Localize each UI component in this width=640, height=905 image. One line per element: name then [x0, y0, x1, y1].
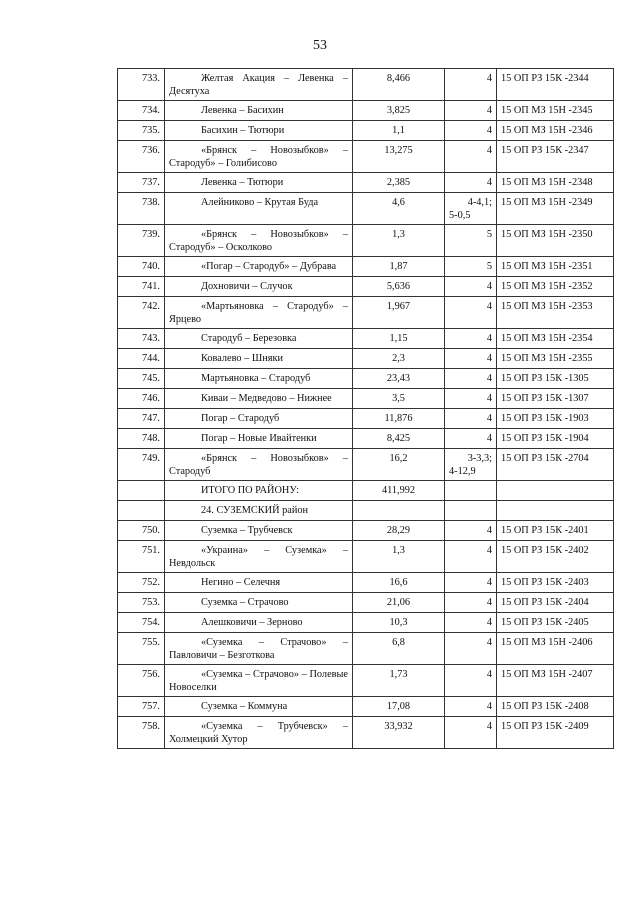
table-row: [118, 349, 614, 369]
road-length: 10,3: [353, 613, 445, 633]
road-code: 15 ОП РЗ 15К -2704: [497, 449, 614, 481]
road-code: 15 ОП МЗ 15Н -2350: [497, 225, 614, 257]
district-total-row: [118, 481, 614, 501]
road-category-line-1: 4: [486, 701, 492, 712]
road-code: 15 ОП РЗ 15К -2403: [497, 573, 614, 593]
road-code: 15 ОП МЗ 15Н -2352: [497, 277, 614, 297]
road-category-line-1: 3-3,3;: [467, 453, 492, 464]
table-row: [118, 257, 614, 277]
row-number: 734.: [118, 101, 165, 121]
row-number: 748.: [118, 429, 165, 449]
road-code: 15 ОП РЗ 15К -2347: [497, 141, 614, 173]
road-length: 16,6: [353, 573, 445, 593]
row-number: 743.: [118, 329, 165, 349]
road-category-line-1: 4: [486, 105, 492, 116]
table-row: [118, 633, 614, 665]
road-name: [165, 349, 353, 369]
road-name: [165, 141, 353, 173]
road-length: 2,385: [353, 173, 445, 193]
road-code: 15 ОП МЗ 15Н -2345: [497, 101, 614, 121]
road-code: 15 ОП РЗ 15К -2405: [497, 613, 614, 633]
road-category-line-1: 4: [486, 393, 492, 404]
table-row: [118, 329, 614, 349]
road-name: [165, 633, 353, 665]
district-heading: 24. СУЗЕМСКИЙ район: [165, 501, 353, 521]
row-number: 737.: [118, 173, 165, 193]
road-length: 8,466: [353, 69, 445, 101]
road-length: 1,1: [353, 121, 445, 141]
road-category: [445, 193, 497, 225]
row-number: 753.: [118, 593, 165, 613]
road-name: [165, 429, 353, 449]
road-name-line-2: Стародуб: [169, 466, 211, 477]
road-name-line-1: «Суземка – Страчово» –: [201, 637, 348, 648]
road-category-line-1: 4: [486, 721, 492, 732]
road-name-line-1: «Брянск – Новозыбков» –: [201, 145, 348, 156]
road-name-line-2: Ярцево: [169, 314, 202, 325]
road-category-line-1: 4: [486, 373, 492, 384]
road-category: [445, 141, 497, 173]
table-row: [118, 573, 614, 593]
road-name: [165, 173, 353, 193]
road-name-line-1: Погар – Стародуб: [201, 413, 280, 424]
table-row: [118, 593, 614, 613]
table-row: [118, 541, 614, 573]
road-category-line-1: 4: [486, 413, 492, 424]
roads-table-body-2: [118, 521, 614, 749]
road-category: [445, 69, 497, 101]
road-name-line-2: Десятуха: [169, 86, 210, 97]
row-number: 738.: [118, 193, 165, 225]
total-category-cell: [445, 481, 497, 501]
road-category-line-1: 4: [486, 333, 492, 344]
road-code: 15 ОП РЗ 15К -1904: [497, 429, 614, 449]
table-row: [118, 665, 614, 697]
road-length: 1,3: [353, 541, 445, 573]
table-row: [118, 429, 614, 449]
road-name: [165, 665, 353, 697]
road-category: [445, 593, 497, 613]
road-name: [165, 297, 353, 329]
road-name: [165, 389, 353, 409]
road-category-line-1: 4: [486, 177, 492, 188]
road-category-line-2: 5-0,5: [449, 210, 471, 221]
roads-table: [117, 68, 614, 749]
road-name: [165, 69, 353, 101]
road-name-line-1: «Суземка – Страчово» – Полевые: [201, 669, 348, 680]
road-name: [165, 521, 353, 541]
road-category: [445, 389, 497, 409]
road-length: 3,825: [353, 101, 445, 121]
road-length: 16,2: [353, 449, 445, 481]
road-category-line-1: 4-4,1;: [467, 197, 492, 208]
road-category-line-1: 4: [486, 281, 492, 292]
row-number: 735.: [118, 121, 165, 141]
road-category: [445, 449, 497, 481]
road-category-line-1: 4: [486, 145, 492, 156]
road-code: 15 ОП РЗ 15К -2402: [497, 541, 614, 573]
road-code: 15 ОП МЗ 15Н -2406: [497, 633, 614, 665]
row-number: 756.: [118, 665, 165, 697]
road-code: 15 ОП МЗ 15Н -2348: [497, 173, 614, 193]
road-name-line-1: Дохновичи – Случок: [201, 281, 293, 292]
road-name: [165, 593, 353, 613]
row-number: 740.: [118, 257, 165, 277]
road-name: [165, 193, 353, 225]
road-category-line-1: 4: [486, 525, 492, 536]
road-category-line-1: 4: [486, 669, 492, 680]
road-name-line-1: Левенка – Тютюри: [201, 177, 284, 188]
road-category: [445, 329, 497, 349]
table-row: [118, 121, 614, 141]
road-category: [445, 633, 497, 665]
row-number: 751.: [118, 541, 165, 573]
road-category-line-1: 4: [486, 353, 492, 364]
road-name: [165, 277, 353, 297]
row-number: 757.: [118, 697, 165, 717]
total-label: ИТОГО ПО РАЙОНУ:: [165, 481, 353, 501]
district-total-section: [118, 481, 614, 521]
road-category: [445, 121, 497, 141]
row-number: 733.: [118, 69, 165, 101]
row-number: 746.: [118, 389, 165, 409]
road-category: [445, 409, 497, 429]
road-name: [165, 369, 353, 389]
table-row: [118, 717, 614, 749]
road-category: [445, 277, 497, 297]
table-row: [118, 389, 614, 409]
row-number: 742.: [118, 297, 165, 329]
road-category: [445, 349, 497, 369]
road-length: 17,08: [353, 697, 445, 717]
road-length: 1,967: [353, 297, 445, 329]
road-category: [445, 429, 497, 449]
road-name-line-1: Негино – Селечня: [201, 577, 281, 588]
road-length: 21,06: [353, 593, 445, 613]
road-code: 15 ОП МЗ 15Н -2355: [497, 349, 614, 369]
district-length-cell: [353, 501, 445, 521]
road-name-line-2: Невдольск: [169, 558, 216, 569]
road-name-line-1: Погар – Новые Ивайтенки: [201, 433, 317, 444]
road-name: [165, 541, 353, 573]
road-code: 15 ОП МЗ 15Н -2346: [497, 121, 614, 141]
road-name-line-2: Стародуб» – Осколково: [169, 242, 273, 253]
table-row: [118, 277, 614, 297]
table-row: [118, 69, 614, 101]
district-heading-row: [118, 501, 614, 521]
road-length: 23,43: [353, 369, 445, 389]
row-number: 750.: [118, 521, 165, 541]
road-category-line-1: 4: [486, 125, 492, 136]
district-code-cell: [497, 501, 614, 521]
road-code: 15 ОП МЗ 15Н -2407: [497, 665, 614, 697]
road-name-line-1: «Мартьяновка – Стародуб» –: [201, 301, 348, 312]
road-code: 15 ОП РЗ 15К -1903: [497, 409, 614, 429]
road-category: [445, 521, 497, 541]
road-name-line-1: «Брянск – Новозыбков» –: [201, 453, 348, 464]
road-code: 15 ОП МЗ 15Н -2354: [497, 329, 614, 349]
row-number: 755.: [118, 633, 165, 665]
road-category: [445, 101, 497, 121]
road-length: 33,932: [353, 717, 445, 749]
road-category: [445, 717, 497, 749]
road-name: [165, 257, 353, 277]
road-name-line-1: Киваи – Медведово – Нижнее: [201, 393, 332, 404]
road-category-line-1: 4: [486, 301, 492, 312]
total-num-cell: [118, 481, 165, 501]
road-name-line-1: Мартьяновка – Стародуб: [201, 373, 311, 384]
table-row: [118, 369, 614, 389]
road-category-line-1: 4: [486, 617, 492, 628]
road-code: 15 ОП РЗ 15К -2409: [497, 717, 614, 749]
district-category-cell: [445, 501, 497, 521]
table-row: [118, 173, 614, 193]
road-category-line-2: 4-12,9: [449, 466, 476, 477]
road-category-line-1: 4: [486, 597, 492, 608]
road-code: 15 ОП РЗ 15К -2404: [497, 593, 614, 613]
road-category-line-1: 4: [486, 545, 492, 556]
road-name-line-2: Стародуб» – Голибисово: [169, 158, 277, 169]
road-length: 4,6: [353, 193, 445, 225]
road-name-line-1: Алейниково – Крутая Буда: [201, 197, 319, 208]
row-number: 749.: [118, 449, 165, 481]
road-length: 1,3: [353, 225, 445, 257]
road-category-line-1: 4: [486, 73, 492, 84]
road-name-line-2: Новоселки: [169, 682, 217, 693]
road-category-line-1: 5: [486, 229, 492, 240]
road-name-line-1: Левенка – Басихин: [201, 105, 284, 116]
road-code: 15 ОП РЗ 15К -1307: [497, 389, 614, 409]
road-code: 15 ОП МЗ 15Н -2351: [497, 257, 614, 277]
road-length: 3,5: [353, 389, 445, 409]
road-code: 15 ОП МЗ 15Н -2349: [497, 193, 614, 225]
road-name: [165, 329, 353, 349]
road-length: 1,73: [353, 665, 445, 697]
road-length: 13,275: [353, 141, 445, 173]
road-name: [165, 449, 353, 481]
road-length: 1,15: [353, 329, 445, 349]
road-name: [165, 225, 353, 257]
road-category: [445, 665, 497, 697]
road-name-line-1: Суземка – Страчово: [201, 597, 289, 608]
road-category: [445, 225, 497, 257]
table-row: [118, 613, 614, 633]
table-row: [118, 141, 614, 173]
road-name-line-2: Павловичи – Безготкова: [169, 650, 275, 661]
road-name-line-1: Суземка – Коммуна: [201, 701, 288, 712]
page-number: 53: [313, 38, 327, 53]
table-row: [118, 521, 614, 541]
table-row: [118, 193, 614, 225]
road-name-line-2: Холмецкий Хутор: [169, 734, 248, 745]
road-category: [445, 541, 497, 573]
road-category: [445, 369, 497, 389]
road-name-line-1: Стародуб – Березовка: [201, 333, 297, 344]
road-name: [165, 717, 353, 749]
road-length: 11,876: [353, 409, 445, 429]
district-num-cell: [118, 501, 165, 521]
road-name: [165, 409, 353, 429]
road-length: 1,87: [353, 257, 445, 277]
road-name-line-1: «Украина» – Суземка» –: [201, 545, 348, 556]
road-category: [445, 257, 497, 277]
road-name-line-1: Басихин – Тютюри: [201, 125, 285, 136]
road-name-line-1: Желтая Акация – Левенка –: [201, 73, 348, 84]
roads-table-body: [118, 69, 614, 481]
table-row: [118, 697, 614, 717]
road-name: [165, 101, 353, 121]
road-name-line-1: «Погар – Стародуб» – Дубрава: [201, 261, 337, 272]
table-row: [118, 101, 614, 121]
row-number: 752.: [118, 573, 165, 593]
road-code: 15 ОП РЗ 15К -2401: [497, 521, 614, 541]
road-code: 15 ОП РЗ 15К -2408: [497, 697, 614, 717]
row-number: 745.: [118, 369, 165, 389]
table-row: [118, 297, 614, 329]
road-code: 15 ОП РЗ 15К -1305: [497, 369, 614, 389]
row-number: 758.: [118, 717, 165, 749]
road-length: 2,3: [353, 349, 445, 369]
road-name: [165, 573, 353, 593]
road-name: [165, 613, 353, 633]
road-length: 8,425: [353, 429, 445, 449]
table-row: [118, 409, 614, 429]
road-length: 6,8: [353, 633, 445, 665]
road-length: 28,29: [353, 521, 445, 541]
road-category: [445, 173, 497, 193]
road-name: [165, 697, 353, 717]
row-number: 747.: [118, 409, 165, 429]
road-category: [445, 613, 497, 633]
road-name-line-1: Ковалево – Шняки: [201, 353, 283, 364]
road-category: [445, 697, 497, 717]
row-number: 741.: [118, 277, 165, 297]
road-name-line-1: «Брянск – Новозыбков» –: [201, 229, 348, 240]
road-name-line-1: Алешковичи – Зерново: [201, 617, 303, 628]
total-length: 411,992: [353, 481, 445, 501]
row-number: 744.: [118, 349, 165, 369]
table-row: [118, 449, 614, 481]
road-category-line-1: 5: [486, 261, 492, 272]
road-code: 15 ОП РЗ 15К -2344: [497, 69, 614, 101]
road-name-line-1: Суземка – Трубчевск: [201, 525, 293, 536]
row-number: 739.: [118, 225, 165, 257]
road-category-line-1: 4: [486, 577, 492, 588]
table-row: [118, 225, 614, 257]
total-code-cell: [497, 481, 614, 501]
road-code: 15 ОП МЗ 15Н -2353: [497, 297, 614, 329]
road-length: 5,636: [353, 277, 445, 297]
road-name-line-1: «Суземка – Трубчевск» –: [201, 721, 348, 732]
road-category: [445, 297, 497, 329]
road-category-line-1: 4: [486, 433, 492, 444]
row-number: 754.: [118, 613, 165, 633]
row-number: 736.: [118, 141, 165, 173]
road-category: [445, 573, 497, 593]
road-category-line-1: 4: [486, 637, 492, 648]
road-name: [165, 121, 353, 141]
